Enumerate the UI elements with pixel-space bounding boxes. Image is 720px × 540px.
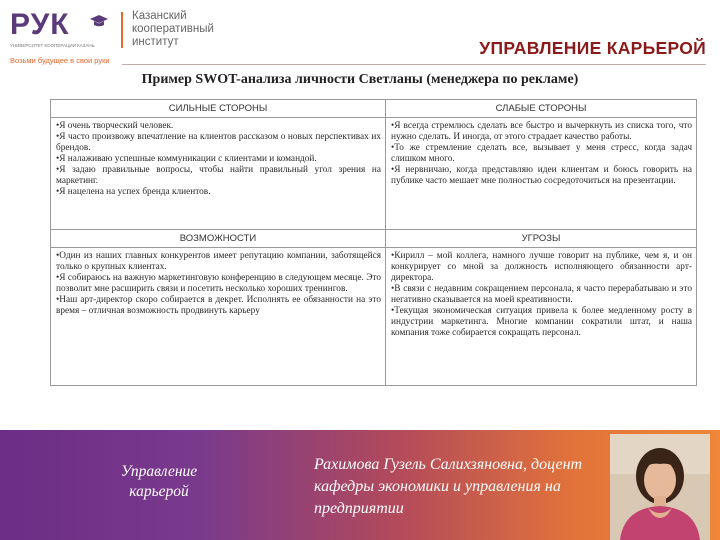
opportunity-item: •Я собираюсь на важную маркетинговую конференцию в следующем месяце. Это позволит мне расширить связи и посетить несколько хороших тренингов. <box>56 273 381 294</box>
page-subtitle: Пример SWOT-анализа личности Светланы (менеджера по рекламе) <box>141 72 579 87</box>
strength-item: •Я налаживаю успешные коммуникации с клиентами и командой. <box>56 154 317 164</box>
threat-item: •В связи с недавним сокращением персонала, я часто перерабатываю и это негативно сказывается на моей креативности. <box>391 284 692 305</box>
opportunity-item: •Один из наших главных конкурентов имеет репутацию компании, заботящейся только о крупных клиентах. <box>56 251 381 272</box>
course-title: Управление карьерой <box>120 463 198 500</box>
logo-divider <box>121 12 123 48</box>
logo-slogan: Возьми будущее в свои руки <box>10 56 110 65</box>
weaknesses-heading: СЛАБЫЕ СТОРОНЫ <box>386 100 697 118</box>
logo-abbreviation: РУК <box>10 8 70 41</box>
author-caption: Рахимова Гузель Салихзяновна, доцент кафедры экономики и управления на предприятии <box>314 456 583 517</box>
strengths-heading: СИЛЬНЫЕ СТОРОНЫ <box>51 100 386 118</box>
opportunities-heading: ВОЗМОЖНОСТИ <box>51 230 386 248</box>
title-divider <box>122 64 706 65</box>
strengths-cell <box>51 118 386 230</box>
graduation-cap-icon <box>89 14 109 28</box>
institute-name: Казанский кооперативный институт <box>132 10 214 48</box>
opportunities-cell <box>51 248 386 386</box>
weakness-item: •Я всегда стремлюсь сделать все быстро и вычеркнуть из списка того, что нужно сделать. И иногда, от этого страдает качество работы. <box>391 121 692 142</box>
author-photo <box>610 434 710 540</box>
opportunity-item: •Наш арт-директор скоро собирается в декрет. Исполнять ее обязанности на это время – отличная возможность продвинуть карьеру <box>56 295 381 316</box>
author-portrait-image <box>610 434 710 540</box>
weakness-item: •То же стремление сделать все, вызывает у меня стресс, когда задач слишком много. <box>391 143 692 164</box>
weaknesses-cell <box>386 118 697 230</box>
page-title: УПРАВЛЕНИЕ КАРЬЕРОЙ <box>479 38 706 58</box>
strength-item: •Я нацелена на успех бренда клиентов. <box>56 187 211 197</box>
threat-item: •Текущая экономическая ситуация привела к более медленному росту в индустрии маркетинга. Многие компании сократили штат, и наша компания тоже собирается сокращать персонал. <box>391 306 692 338</box>
threat-item: •Кирилл – мой коллега, намного лучше говорит на публике, чем я, и он конкурирует со мной за должность исполняющего обязанности арт-директора. <box>391 251 692 283</box>
swot-table <box>50 99 697 386</box>
weakness-item: •Я нервничаю, когда представляю идеи клиентам и боюсь говорить на публике часто мешает мне полностью сосредоточиться на презентации. <box>391 165 692 186</box>
threats-cell <box>386 248 697 386</box>
strength-item: •Я задаю правильные вопросы, чтобы найти правильный угол зрения на маркетинг. <box>56 165 381 186</box>
strength-item: •Я очень творческий человек. <box>56 121 174 131</box>
threats-heading: УГРОЗЫ <box>386 230 697 248</box>
strength-item: •Я часто произвожу впечатление на клиентов рассказом о новых перспективах их брендов. <box>56 132 381 153</box>
logo-small-caption: УНИВЕРСИТЕТ КООПЕРАЦИИ КАЗАНЬ <box>10 43 95 48</box>
institute-logo <box>10 8 220 76</box>
